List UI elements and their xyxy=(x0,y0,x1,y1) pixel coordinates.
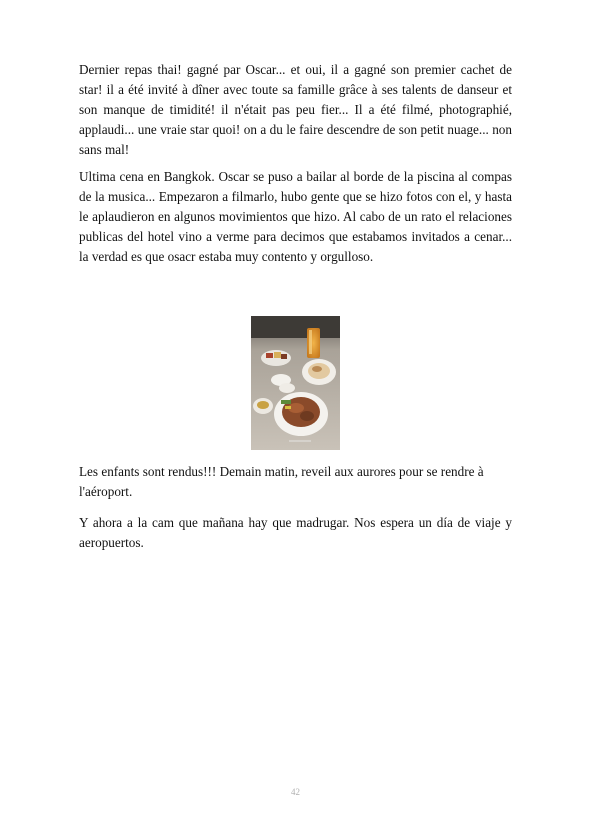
food-photo xyxy=(251,316,340,450)
paragraph-french-kids: Les enfants sont rendus!!! Demain matin, reveil aux aurores pour se rendre à l'aéroport. xyxy=(79,464,484,499)
paragraph-spanish-bedtime: Y ahora a la cam que mañana hay que madrugar. Nos espera un día de viaje y aeropuertos. xyxy=(79,515,512,550)
paragraph-spanish-last-dinner: Ultima cena en Bangkok. Oscar se puso a bailar al borde de la piscina al compas de la musica... Empezaron a filmarlo, hubo gente que se hizo fotos con el, y hasta le aplaudieron en algunos movimientos que hizo. Al cabo de un rato el relaciones publicas del hotel vino a verme para decimos que estabamos invitados a cenar... la verdad es que osacr estaba muy contento y orgulloso. xyxy=(79,169,512,264)
page-number: 42 xyxy=(291,787,300,797)
paragraph-french-last-dinner: Dernier repas thai! gagné par Oscar... et oui, il a gagné son premier cachet de star! il a été invité à dîner avec toute sa famille grâce à ses talents de danseur et son manque de timidité! il n'était pas peu fier... Il a été filmé, photographié, applaudi... une vraie star quoi! on a du le faire descendre de son petit nuage... non sans mal! xyxy=(79,62,512,157)
